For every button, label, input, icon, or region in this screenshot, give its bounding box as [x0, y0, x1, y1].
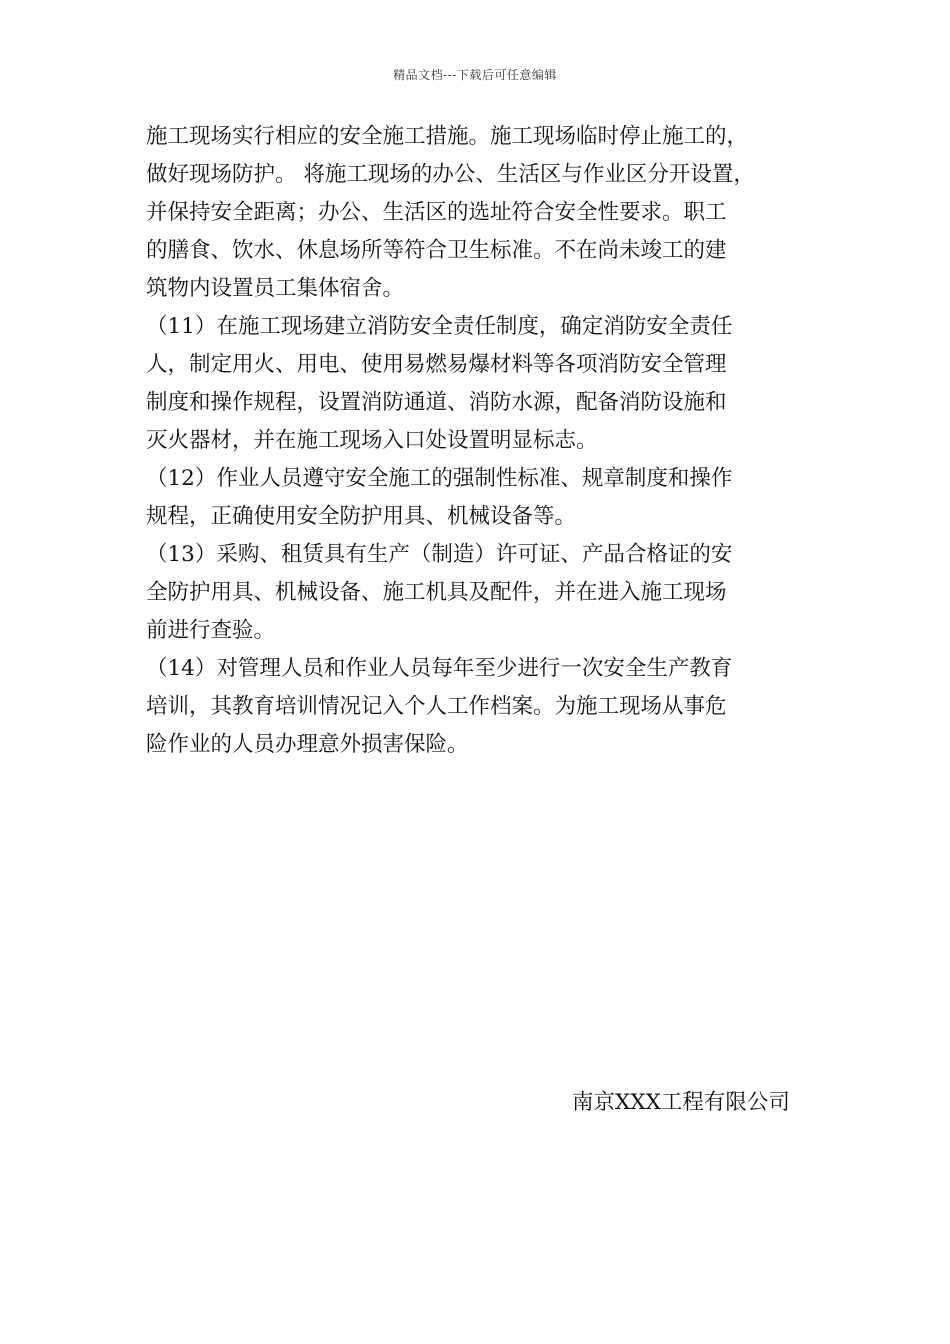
body-line: 培训，其教育培训情况记入个人工作档案。为施工现场从事危 — [146, 694, 727, 719]
body-line: 做好现场防护。 将施工现场的办公、生活区与作业区分开设置， — [146, 162, 755, 187]
body-line: 全防护用具、机械设备、施工机具及配件，并在进入施工现场 — [146, 580, 727, 605]
document-body — [146, 118, 808, 764]
body-line: 灭火器材，并在施工现场入口处设置明显标志。 — [146, 428, 598, 453]
body-line: 筑物内设置员工集体宿舍。 — [146, 276, 405, 301]
body-line: 险作业的人员办理意外损害保险。 — [146, 732, 469, 757]
body-line: （11）在施工现场建立消防安全责任制度，确定消防安全责任 — [146, 314, 733, 339]
body-line: （12）作业人员遵守安全施工的强制性标准、规章制度和操作 — [146, 466, 733, 491]
body-line: 并保持安全距离；办公、生活区的选址符合安全性要求。职工 — [146, 200, 727, 225]
body-line: （13）采购、租赁具有生产（制造）许可证、产品合格证的安 — [146, 542, 733, 567]
company-signature: 南京XXX工程有限公司 — [572, 1090, 790, 1115]
body-line: 人，制定用火、用电、使用易燃易爆材料等各项消防安全管理 — [146, 352, 727, 377]
body-line: 前进行查验。 — [146, 618, 276, 643]
body-line: 规程，正确使用安全防护用具、机械设备等。 — [146, 504, 577, 529]
body-line: （14）对管理人员和作业人员每年至少进行一次安全生产教育 — [146, 656, 733, 681]
body-line: 施工现场实行相应的安全施工措施。施工现场临时停止施工的， — [146, 124, 749, 149]
body-line: 的膳食、饮水、休息场所等符合卫生标准。不在尚未竣工的建 — [146, 238, 727, 263]
body-line: 制度和操作规程，设置消防通道、消防水源，配备消防设施和 — [146, 390, 727, 415]
page-header: 精品文档---下载后可任意编辑 — [393, 68, 557, 82]
